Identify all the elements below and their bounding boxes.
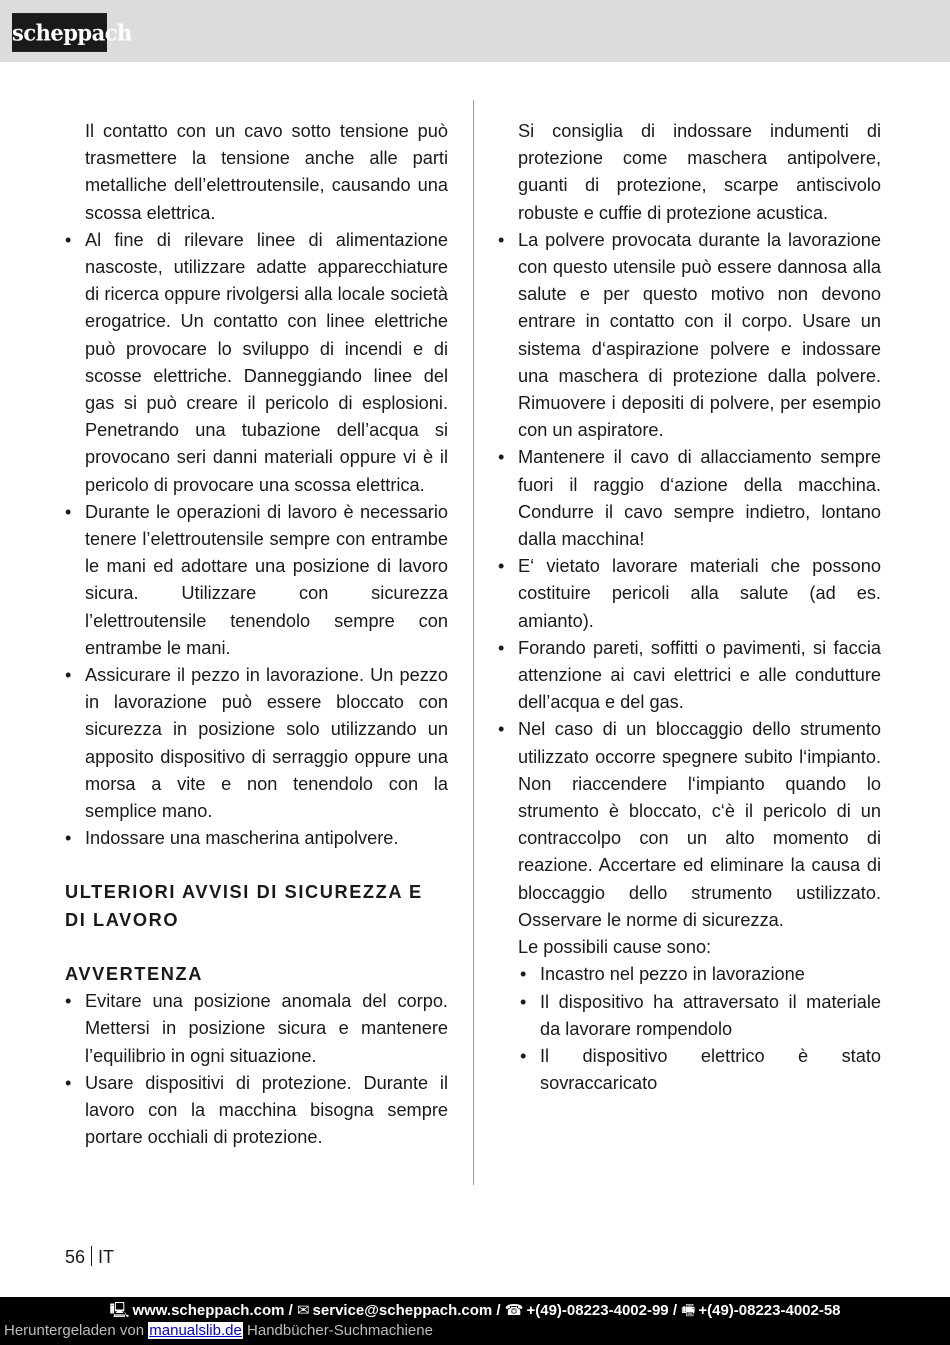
column-divider [473, 100, 474, 1185]
manualslib-link[interactable]: manualslib.de [149, 1322, 242, 1339]
list-item: • Assicurare il pezzo in lavorazione. Un pezzo in lavorazione può essere bloccato con sicurezza in posizione solo utilizzando un apposito dispositivo di serraggio oppure una morsa a vite e non tenendolo con la semplice mano. [65, 662, 448, 825]
safety-bullet-list [498, 227, 881, 934]
list-item: • Nel caso di un bloccaggio dello strumento utilizzato occorre spegnere subito l‘impianto. Non riaccendere l‘impianto quando lo strumento è bloccato, c‘è il pericolo di un contraccolpo con un alto momento di reazione. Accertare ed eliminare la causa di bloccaggio dello strumento ustilizzato. Osservare le norme di sicurezza. [498, 716, 881, 934]
causes-intro: Le possibili cause sono: [518, 937, 712, 958]
right-column [498, 118, 881, 1097]
intro-paragraph: Il contatto con un cavo sotto tensione può trasmettere la tensione anche alle parti metalliche dell’elettroutensile, causando una scossa elettrica. [85, 121, 448, 223]
safety-bullet-list [65, 227, 448, 853]
list-item: • Il dispositivo elettrico è stato sovraccaricato [520, 1043, 881, 1097]
list-item: • Il dispositivo ha attraversato il materiale da lavorare rompendolo [520, 989, 881, 1043]
list-item: • Incastro nel pezzo in lavorazione [520, 961, 881, 988]
fax-icon: 🖷 [681, 1302, 696, 1319]
phone-number: +(49)-08223-4002-99 / [526, 1302, 677, 1319]
page-language: IT [98, 1247, 115, 1267]
page-number-value: 56 [65, 1247, 86, 1267]
list-item: • Al fine di rilevare linee di alimentazione nascoste, utilizzare adatte apparecchiature di ricerca oppure rivolgersi alla locale società erogatrice. Un contatto con linee elettriche può provocare lo sviluppo di incendi e di scosse elettriche. Danneggiando linee del gas si può creare il pericolo di esplosioni. Penetrando una tubazione dell’acqua si provocano seri danni materiali oppure vi è il pericolo di provocare una scossa elettrica. [65, 227, 448, 499]
fax-number: +(49)-08223-4002-58 [698, 1302, 841, 1319]
download-suffix: Handbücher-Suchmachiene [247, 1322, 433, 1339]
left-column [65, 118, 448, 1151]
list-item: • Indossare una mascherina antipolvere. [65, 825, 448, 852]
computer-icon: 🖳 [109, 1302, 130, 1319]
warning-heading: AVVERTENZA [65, 963, 203, 984]
scheppach-logo: scheppach [12, 13, 107, 52]
email-link[interactable]: service@scheppach.com / [312, 1302, 501, 1319]
list-item: • Durante le operazioni di lavoro è necessario tenere l’elettroutensile sempre con entrambe le mani ed adottare una posizione di lavoro sicura. Utilizzare con sicurezza l’elettroutensile tenendolo sempre con entrambe le mani. [65, 499, 448, 662]
website-link[interactable]: www.scheppach.com / [132, 1302, 293, 1319]
warning-bullet-list [65, 988, 448, 1151]
mail-icon: ✉ [296, 1302, 310, 1319]
header-bar [0, 0, 950, 62]
list-item: • Forando pareti, soffitti o pavimenti, si faccia attenzione ai cavi elettrici e alle condutture dell’acqua e del gas. [498, 635, 881, 717]
section-heading: ULTERIORI AVVISI DI SICUREZZA E DI LAVORO [65, 882, 423, 930]
page-number-separator [91, 1246, 92, 1266]
phone-icon: ☎ [504, 1302, 524, 1319]
list-item: • E‘ vietato lavorare materiali che possono costituire pericoli alla salute (ad es. amianto). [498, 553, 881, 635]
list-item: • Mantenere il cavo di allacciamento sempre fuori il raggio d‘azione della macchina. Condurre il cavo sempre indietro, lontano dalla macchina! [498, 444, 881, 553]
footer-bar [0, 1297, 950, 1345]
footer-contact-line [0, 1301, 950, 1321]
causes-list [498, 961, 881, 1097]
list-item: • Usare dispositivi di protezione. Durante il lavoro con la macchina bisogna sempre portare occhiali di protezione. [65, 1070, 448, 1152]
intro-paragraph: Si consiglia di indossare indumenti di protezione come maschera antipolvere, guanti di protezione, scarpe antiscivolo robuste e cuffie di protezione acustica. [518, 121, 881, 223]
list-item: • La polvere provocata durante la lavorazione con questo utensile può essere dannosa alla salute e per questo motivo non devono entrare in contatto con il corpo. Usare un sistema d‘aspirazione polvere e indossare una maschera di protezione dalla polvere. Rimuovere i depositi di polvere, per esempio con un aspiratore. [498, 227, 881, 445]
download-notice [4, 1322, 433, 1340]
page-number [65, 1245, 114, 1269]
download-prefix: Heruntergeladen von [4, 1322, 145, 1339]
list-item: • Evitare una posizione anomala del corpo. Mettersi in posizione sicura e mantenere l’equilibrio in ogni situazione. [65, 988, 448, 1070]
